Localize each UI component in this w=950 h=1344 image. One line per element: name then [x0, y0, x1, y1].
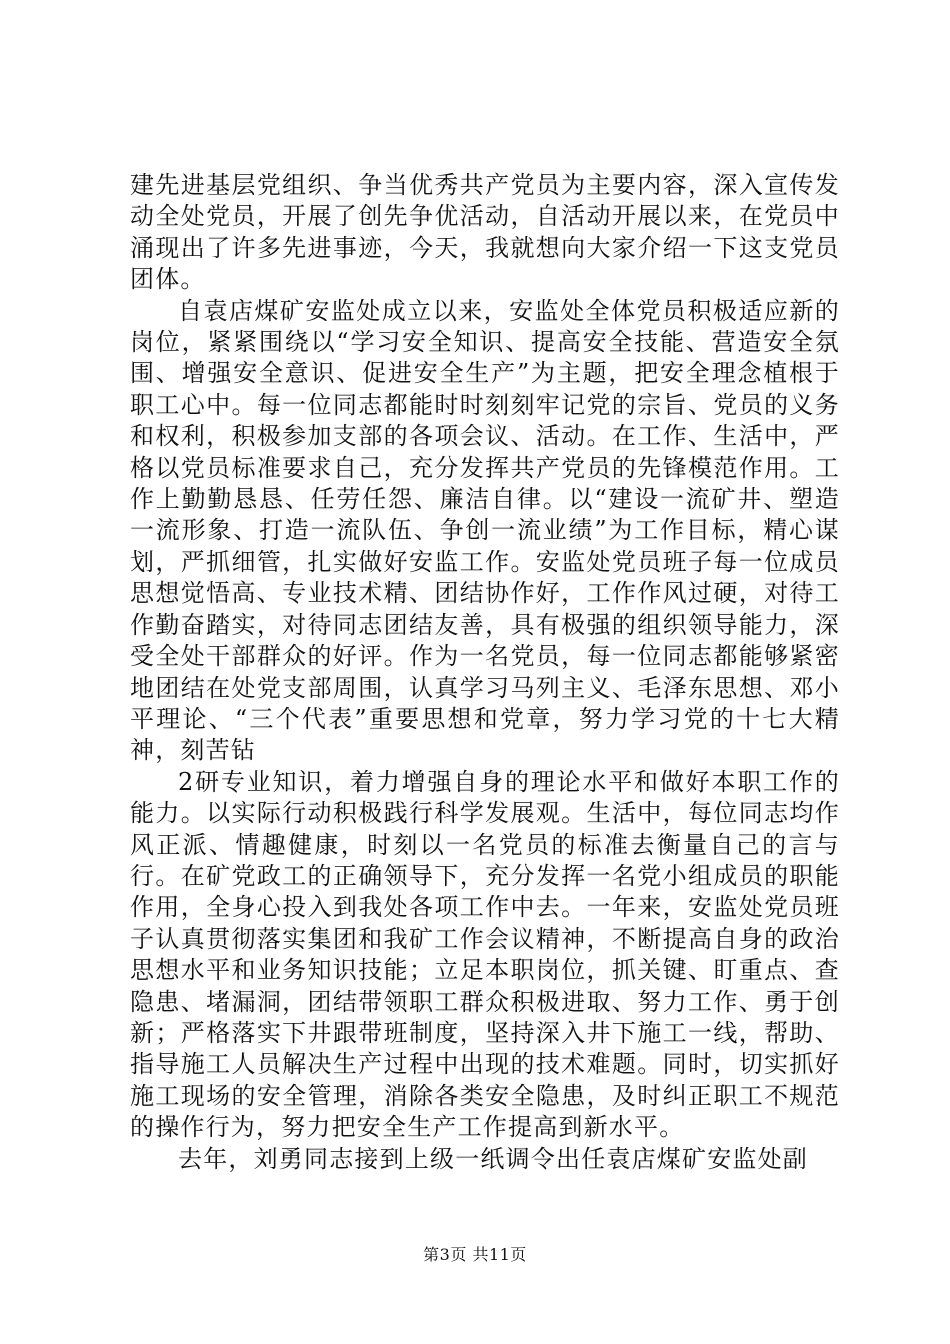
page-number-footer: 第3页 共11页: [423, 1245, 527, 1264]
paragraph-3: 2研专业知识，着力增强自身的理论水平和做好本职工作的能力。以实际行动积极践行科学发展观。生活中，每位同志均作风正派、情趣健康，时刻以一名党员的标准去衡量自己的言与行。在矿党政工的正确领导下，充分发挥一名党小组成员的职能作用，全身心投入到我处各项工作中去。一年来，安监处党员班子认真贯彻落实集团和我矿工作会议精神，不断提高自身的政治思想水平和业务知识技能；立足本职岗位，抓关键、盯重点、查隐患、堵漏洞，团结带领职工群众积极进取、努力工作、勇于创新；严格落实下井跟带班制度，坚持深入井下施工一线，帮助、指导施工人员解决生产过程中出现的技术难题。同时，切实抓好施工现场的安全管理，消除各类安全隐患，及时纠正职工不规范的操作行为，努力把安全生产工作提高到新水平。: [130, 767, 840, 1142]
document-body: [130, 170, 840, 1175]
paragraph-4: 去年，刘勇同志接到上级一纸调令出任袁店煤矿安监处副: [178, 1144, 808, 1173]
paragraph-2: 自袁店煤矿安监处成立以来，安监处全体党员积极适应新的岗位，紧紧围绕以“学习安全知识、提高安全技能、营造安全氛围、增强安全意识、促进安全生产”为主题，把安全理念植根于职工心中。每一位同志都能时时刻刻牢记党的宗旨、党员的义务和权利，积极参加支部的各项会议、活动。在工作、生活中，严格以党员标准要求自己，充分发挥共产党员的先锋模范作用。工作上勤勤恳恳、任劳任怨、廉洁自律。以“建设一流矿井、塑造一流形象、打造一流队伍、争创一流业绩”为工作目标，精心谋划，严抓细管，扎实做好安监工作。安监处党员班子每一位成员思想觉悟高、专业技术精、团结协作好，工作作风过硬，对待工作勤奋踏实，对待同志团结友善，具有极强的组织领导能力，深受全处干部群众的好评。作为一名党员，每一位同志都能够紧密地团结在处党支部周围，认真学习马列主义、毛泽东思想、邓小平理论、“三个代表”重要思想和党章，努力学习党的十七大精神，刻苦钻: [130, 296, 840, 765]
paragraph-1: 建先进基层党组织、争当优秀共产党员为主要内容，深入宣传发动全处党员，开展了创先争优活动，自活动开展以来，在党员中涌现出了许多先进事迹，今天，我就想向大家介绍一下这支党员团体。: [130, 171, 840, 294]
